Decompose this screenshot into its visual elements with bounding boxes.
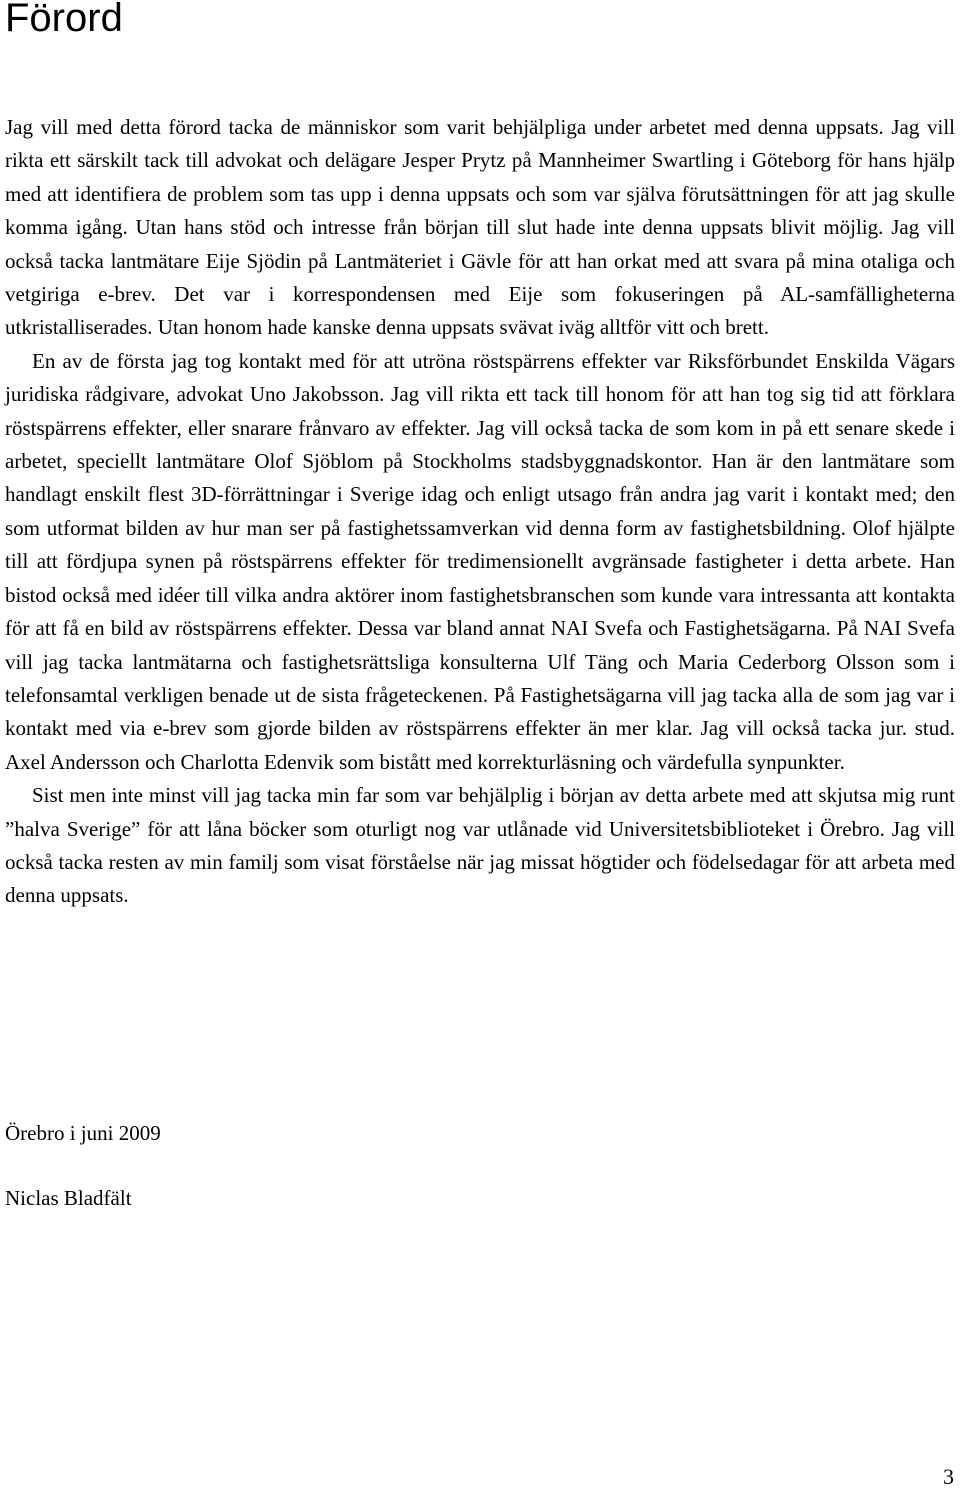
paragraph-1: Jag vill med detta förord tacka de människor som varit behjälpliga under arbetet med denna uppsats. Jag vill rikta ett särskilt tack till advokat och delägare Jesper Prytz på Mannheimer Swartling i Göteborg för hans hjälp med att identifiera de problem som tas upp i denna uppsats och som var själva förutsättningen för att jag skulle komma igång. Utan hans stöd och intresse från början till slut hade inte denna uppsats blivit möjlig. Jag vill också tacka lantmätare Eije Sjödin på Lantmäteriet i Gävle för att han orkat med att svara på mina otaliga och vetgiriga e-brev. Det var i korrespondensen med Eije som fokuseringen på AL-samfälligheterna utkristalliserades. Utan honom hade kanske denna uppsats svävat iväg alltför vitt och brett. [5, 115, 955, 340]
paragraph-2: En av de första jag tog kontakt med för att utröna röstspärrens effekter var Riksförbundet Enskilda Vägars juridiska rådgivare, advokat Uno Jakobsson. Jag vill rikta ett tack till honom för att han tog sig tid att förklara röstspärrens effekter, eller snarare frånvaro av effekter. Jag vill också tacka de som kom in på ett senare skede i arbetet, speciellt lantmätare Olof Sjöblom på Stockholms stadsbyggnadskontor. Han är den lantmätare som handlagt enskilt flest 3D-förrättningar i Sverige idag och enligt utsago från andra jag varit i kontakt med; den som utformat bilden av hur man ser på fastighetssamverkan vid denna form av fastighetsbildning. Olof hjälpte till att fördjupa synen på röstspärrens effekter för tredimensionellt avgränsade fastigheter i detta arbete. Han bistod också med idéer till vilka andra aktörer inom fastighetsbranschen som kunde vara intressanta att kontakta för att få en bild av röstspärrens effekter. Dessa var bland annat NAI Svefa och Fastighetsägarna. På NAI Svefa vill jag tacka lantmätarna och fastighetsrättsliga konsulterna Ulf Täng och Maria Cederborg Olsson som i telefonsamtal verkligen benade ut de sista frågeteckenen. På Fastighetsägarna vill jag tacka alla de som jag var i kontakt med via e-brev som gjorde bilden av röstspärrens effekter än mer klar. Jag vill också tacka jur. stud. Axel Andersson och Charlotta Edenvik som bistått med korrekturläsning och värdefulla synpunkter. [5, 348, 955, 774]
foreword-body [5, 111, 955, 913]
page-title: Förord [5, 0, 123, 40]
paragraph-3: Sist men inte minst vill jag tacka min far som var behjälplig i början av detta arbete med att skjutsa mig runt ”halva Sverige” för att låna böcker som oturligt nog var utlånade vid Universitetsbiblioteket i Örebro. Jag vill också tacka resten av min familj som visat förståelse när jag missat högtider och födelsedagar för att arbeta med denna uppsats. [5, 783, 955, 908]
page-number: 3 [943, 1464, 954, 1489]
place-and-date: Örebro i juni 2009 [5, 1121, 161, 1145]
author-signature: Niclas Bladfält [5, 1186, 132, 1210]
